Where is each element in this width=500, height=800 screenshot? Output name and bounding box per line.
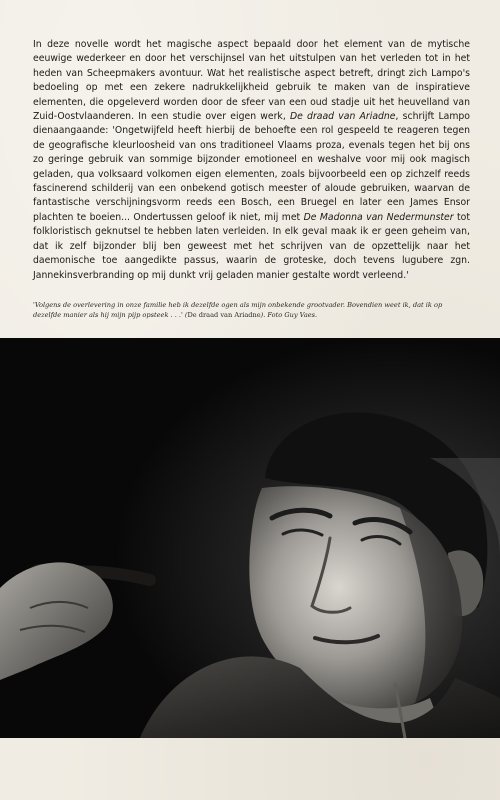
caption-credit: ). Foto Guy Vaes. [260,311,318,320]
paragraph-text-1: In deze novelle wordt het magische aspect bepaald door het element van de mytische eeuwige wederkeer en door het verschijnsel van het uitstulpen van het verleden tot in het heden van Scheepmakers avontuur. Wat het realistische aspect betreft, dringt zich Lampo's bedoeling op met een zekere nadrukkelijkheid gebruik te maken van de inspiratieve elementen, die opgeleverd worden door de sfeer van een oud stadje uit het heuvelland van Zuid-Oostvlaanderen. In een studie over eigen werk, [33,39,470,123]
author-portrait-photo [0,338,500,738]
paragraph-text-2: , schrijft Lampo dienaangaande: 'Ongetwijfeld heeft hierbij de behoefte een rol gespeeld te reageren tegen de geografische kleurloosheid van ons traditioneel Vlaams proza, evenals tegen het bij ons zo geringe gebruik van sommige bijzonder emotioneel en weshalve voor mij ook magisch geladen, qua volksaard volkomen eigen elementen, zoals bijvoorbeeld een op zichzelf reeds fascinerend schilderij van een onbekend gotisch meester of aloude gebruiken, waarvan de fantastische verschijningsvorm reeds een Bosch, een Bruegel en later een James Ensor plachten te boeien... Ondertussen geloof ik niet, mij met [33,111,470,223]
portrait-illustration [0,338,500,738]
paragraph-text-3: tot folkloristisch geknutsel te hebben laten verleiden. In elk geval maak ik er geen geheim van, dat ik zelf bijzonder blij ben geweest met het schrijven van de opzettelijk naar het daemonische toe aangedikte passus, waarin de groteske, doch tevens lugubere zgn. Jannekinsverbranding op mij dunkt vrij geladen manier gestalte wordt verleend.' [33,211,470,281]
body-paragraph [33,38,470,283]
work-title-madonna-van-nedermunster: De Madonna van Nedermunster [303,211,454,223]
photo-caption [33,300,470,320]
caption-source-title: De draad van Ariadne [187,311,261,320]
caption-quote: 'Volgens de overlevering in onze familie heb ik dezelfde ogen als mijn onbekende grootvader. Bovendien weet ik, dat ik op dezelfde manier als hij mijn pijp opsteek . . .' ( [33,301,443,320]
work-title-draad-van-ariadne: De draad van Ariadne [289,111,396,123]
